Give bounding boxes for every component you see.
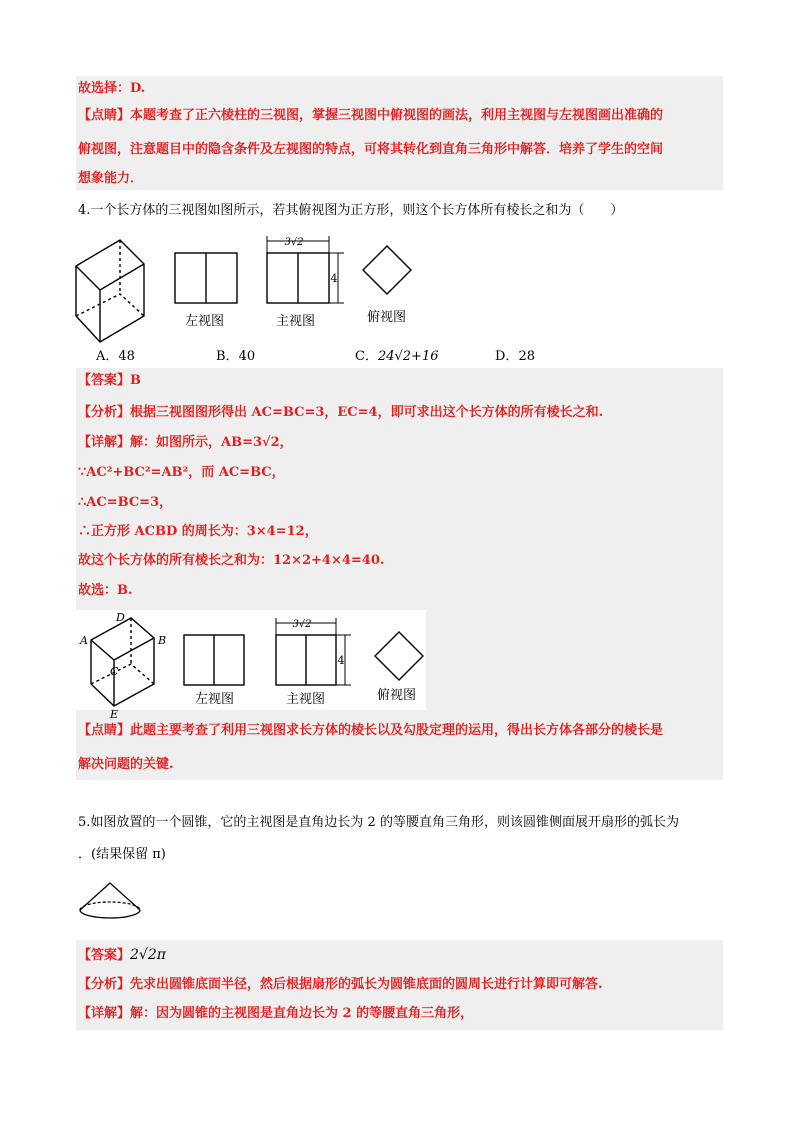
left-view-caption: 左视图 xyxy=(185,314,225,329)
q5-analysis-line: 【分析】先求出圆锥底面半径，然后根据扇形的弧长为圆锥底面的圆周长进行计算即可解答. xyxy=(78,977,603,992)
solution-band-1 xyxy=(76,76,723,190)
vertex-label-c: C xyxy=(110,665,119,678)
comment-line-3: 想象能力． xyxy=(78,171,144,186)
option-c: C．24√2+16 xyxy=(355,349,439,364)
width-label: 3√2 xyxy=(284,237,304,248)
detail-line-1: 【详解】解：如图所示，AB=3√2， xyxy=(78,435,293,450)
option-a: A．48 xyxy=(96,349,135,364)
top-view-caption-2: 俯视图 xyxy=(377,688,417,703)
detail-line-3: ∴AC=BC=3， xyxy=(78,495,173,510)
height-label: 4 xyxy=(330,272,338,285)
analysis-line: 【分析】根据三视图图形得出 AC=BC=3，EC=4，即可求出这个长方体的所有棱长之和. xyxy=(78,405,604,420)
option-b: B．40 xyxy=(216,349,256,364)
cuboid-hidden-edges xyxy=(76,240,144,316)
q5-answer-line: 【答案】2√2π xyxy=(78,947,166,963)
option-d: D．28 xyxy=(495,349,535,364)
comment-line-2: 俯视图，注意题目中的隐含条件及左视图的特点，可将其转化到直角三角形中解答．培养了学生的空间 xyxy=(78,142,664,157)
vertex-label-b: B xyxy=(158,634,167,647)
vertex-label-a: A xyxy=(80,634,88,647)
comment-line-1: 【点睛】本题考查了正六棱柱的三视图，掌握三视图中俯视图的画法，利用主视图与左视图画出准确的 xyxy=(78,108,664,123)
detail-line-4: ∴正方形 ACBD 的周长为：3×4=12， xyxy=(78,524,318,539)
vertex-label-e: E xyxy=(110,708,119,721)
comment-tag: 【点睛】 xyxy=(78,108,131,123)
conclusion-text: 故选择：D. xyxy=(78,81,146,96)
cuboid-outline xyxy=(76,240,144,342)
question-4-stem: 4.一个长方体的三视图如图所示，若其俯视图为正方形，则这个长方体所有棱长之和为（ ） xyxy=(78,203,624,218)
detail-line-6: 故选：B. xyxy=(78,583,133,598)
vertex-label-d: D xyxy=(116,611,125,624)
q4-comment-line-2: 解决问题的关键. xyxy=(78,757,174,772)
top-view-square xyxy=(363,246,411,294)
question-5-stem-line-2: ．(结果保留 π) xyxy=(78,847,166,862)
front-view-caption-2: 主视图 xyxy=(286,692,326,707)
cuboid-edges xyxy=(76,264,144,342)
cone-figure xyxy=(76,880,146,930)
solution-band-2 xyxy=(76,368,723,780)
front-view-caption: 主视图 xyxy=(276,314,316,329)
top-view-caption: 俯视图 xyxy=(367,310,407,325)
detail-line-5: 故这个长方体的所有棱长之和为：12×2+4×4=40. xyxy=(78,553,385,568)
labeled-three-view-figure xyxy=(76,610,426,721)
left-view-caption-2: 左视图 xyxy=(195,692,235,707)
detail-line-2: ∵AC²+BC²=AB²，而 AC=BC， xyxy=(78,465,285,480)
height-label-2: 4 xyxy=(337,654,345,667)
question-5-stem-line-1: 5.如图放置的一个圆锥，它的主视图是直角边长为 2 的等腰直角三角形，则该圆锥侧面展开扇形的弧长为 xyxy=(78,815,679,830)
width-label-2: 3√2 xyxy=(292,619,312,630)
answer-line: 【答案】B xyxy=(78,373,142,388)
q4-comment-line-1: 【点睛】此题主要考查了利用三视图求长方体的棱长以及勾股定理的运用，得出长方体各部分的棱长是 xyxy=(78,723,664,738)
q5-detail-line: 【详解】解：因为圆锥的主视图是直角边长为 2 的等腰直角三角形， xyxy=(78,1006,474,1021)
